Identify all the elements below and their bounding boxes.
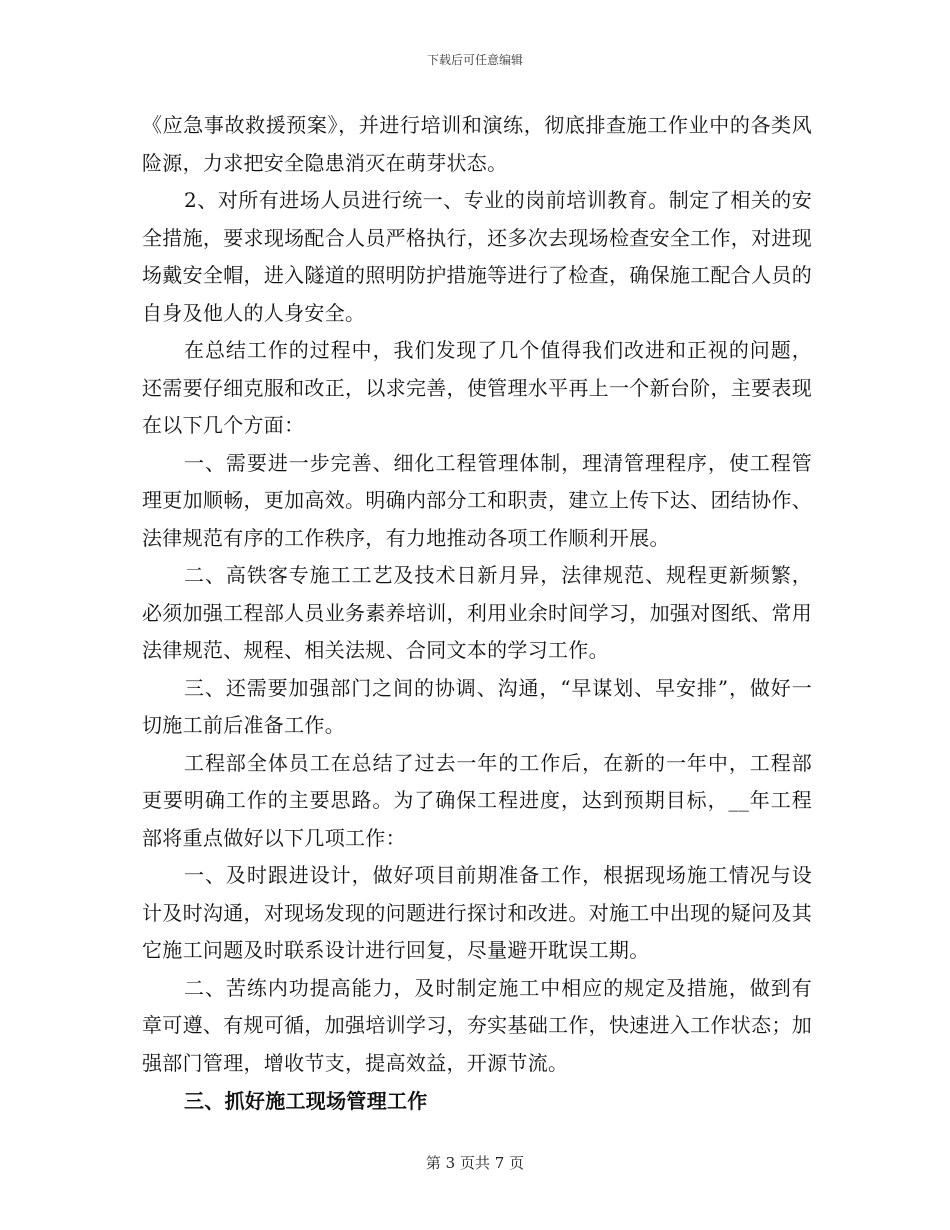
paragraph-6: 三、还需要加强部门之间的协调、沟通，“早谋划、早安排”，做好一切施工前后准备工作。 [142, 675, 812, 737]
paragraph-8: 一、及时跟进设计，做好项目前期准备工作，根据现场施工情况与设计及时沟通，对现场发现的问题进行探讨和改进。对施工中出现的疑问及其它施工问题及时联系设计进行回复，尽量避开耽误工期。 [142, 863, 812, 962]
page-header: 下载后可任意编辑 [426, 53, 523, 67]
page-number: 第 3 页共 7 页 [425, 1154, 525, 1172]
paragraph-3: 在总结工作的过程中，我们发现了几个值得我们改进和正视的问题，还需要仔细克服和改正，以求完善，使管理水平再上一个新台阶，主要表现在以下几个方面： [142, 338, 812, 437]
paragraph-9: 二、苦练内功提高能力，及时制定施工中相应的规定及措施，做到有章可遵、有规可循，加强培训学习，夯实基础工作，快速进入工作状态；加强部门管理，增收节支，提高效益，开源节流。 [142, 975, 812, 1075]
paragraph-1: 《应急事故救援预案》，并进行培训和演练，彻底排查施工作业中的各类风险源，力求把安全隐患消灭在萌芽状态。 [142, 113, 812, 175]
document-body [142, 107, 812, 1121]
paragraph-7: 工程部全体员工在总结了过去一年的工作后，在新的一年中，工程部更要明确工作的主要思路。为了确保工程进度，达到预期目标，__年工程部将重点做好以下几项工作： [142, 750, 812, 850]
paragraph-4: 一、需要进一步完善、细化工程管理体制，理清管理程序，使工程管理更加顺畅，更加高效。明确内部分工和职责，建立上传下达、团结协作、法律规范有序的工作秩序，有力地推动各项工作顺利开展。 [142, 450, 812, 550]
section-heading: 三、抓好施工现场管理工作 [184, 1089, 428, 1113]
paragraph-2: 2、对所有进场人员进行统一、专业的岗前培训教育。制定了相关的安全措施，要求现场配合人员严格执行，还多次去现场检查安全工作，对进现场戴安全帽，进入隧道的照明防护措施等进行了检查，确保施工配合人员的自身及他人的人身安全。 [142, 188, 812, 325]
paragraph-5: 二、高铁客专施工工艺及技术日新月异，法律规范、规程更新频繁，必须加强工程部人员业务素养培训，利用业余时间学习，加强对图纸、常用法律规范、规程、相关法规、合同文本的学习工作。 [142, 563, 812, 662]
